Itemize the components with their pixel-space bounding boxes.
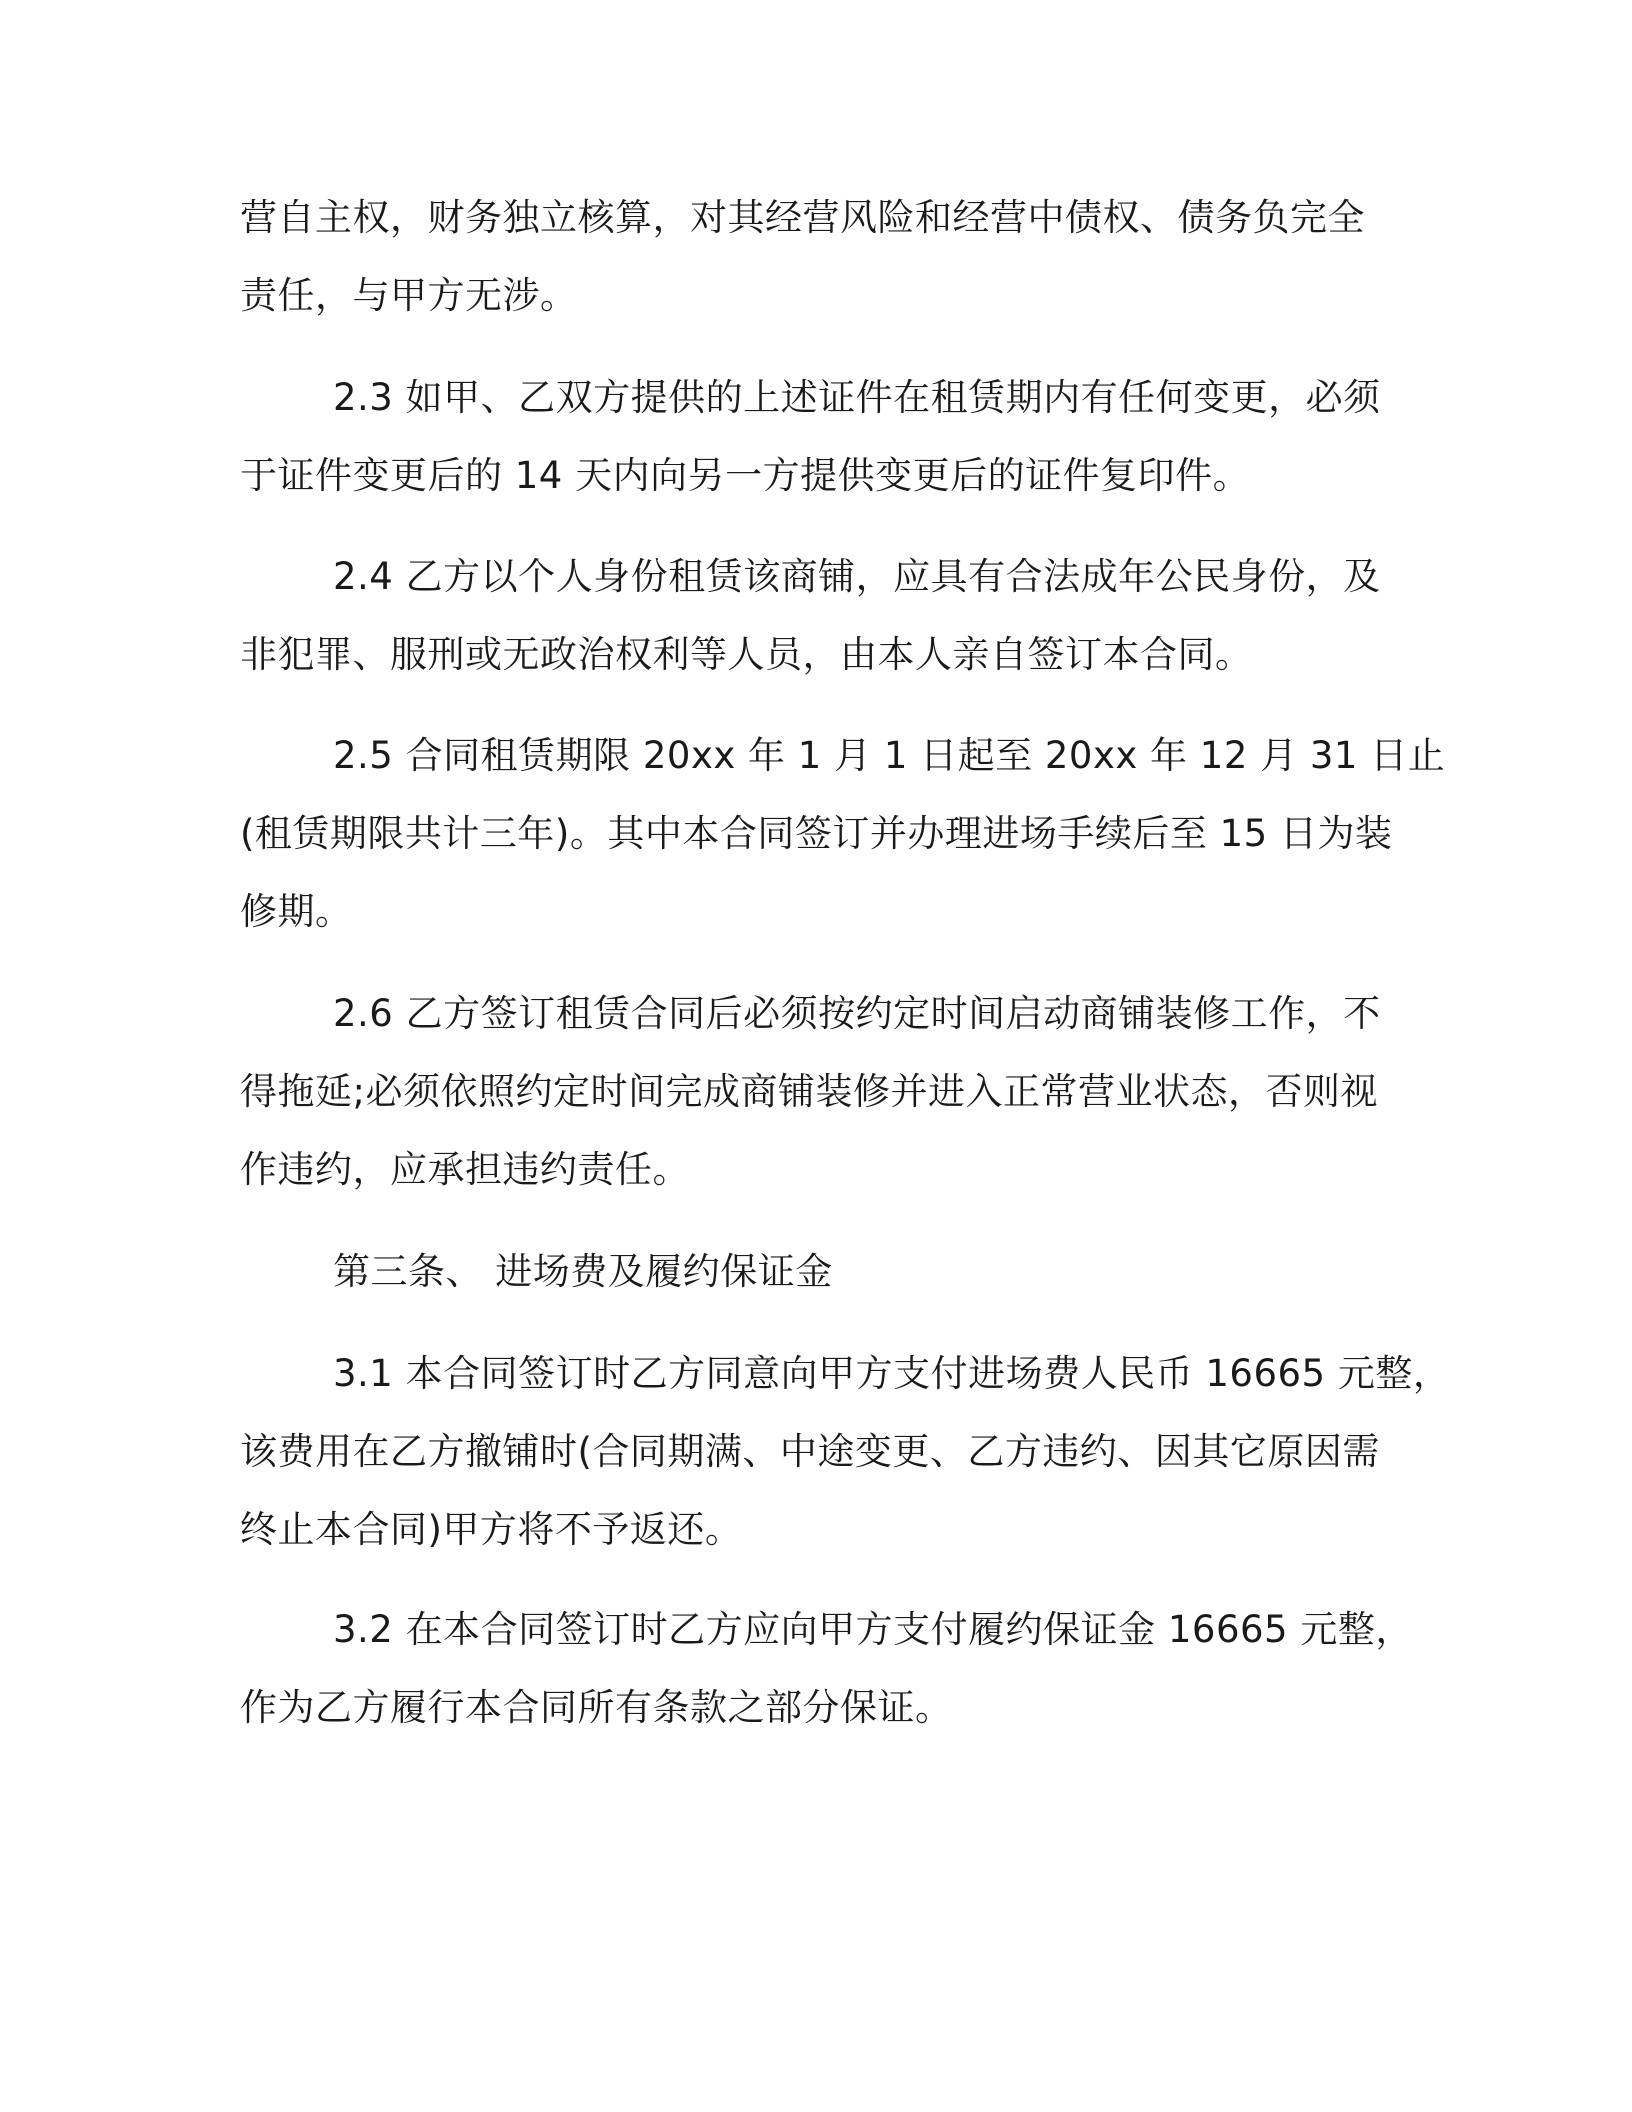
clause-2-3-line: 2.3 如甲、乙双方提供的上述证件在租赁期内有任何变更，必须 xyxy=(333,376,1381,419)
clause-2-6-line: 2.6 乙方签订租赁合同后必须按约定时间启动商铺装修工作，不 xyxy=(333,992,1381,1035)
text-line: 终止本合同)甲方将不予返还。 xyxy=(240,1508,743,1551)
clause-2-4-line: 2.4 乙方以个人身份租赁该商铺，应具有合法成年公民身份，及 xyxy=(333,555,1381,598)
text-line: 营自主权，财务独立核算，对其经营风险和经营中债权、债务负完全 xyxy=(240,196,1365,239)
text-line: 该费用在乙方撤铺时(合同期满、中途变更、乙方违约、因其它原因需 xyxy=(240,1430,1380,1473)
text-line: 作为乙方履行本合同所有条款之部分保证。 xyxy=(240,1686,953,1729)
clause-3-1-line: 3.1 本合同签订时乙方同意向甲方支付进场费人民币 16665 元整， xyxy=(333,1352,1451,1395)
text-line: 于证件变更后的 14 天内向另一方提供变更后的证件复印件。 xyxy=(240,454,1251,497)
clause-3-2-line: 3.2 在本合同签订时乙方应向甲方支付履约保证金 16665 元整， xyxy=(333,1608,1413,1651)
text-line: 非犯罪、服刑或无政治权利等人员，由本人亲自签订本合同。 xyxy=(240,633,1253,676)
text-line: 修期。 xyxy=(240,890,353,933)
text-line: 责任，与甲方无涉。 xyxy=(240,274,578,317)
text-line: 得拖延;必须依照约定时间完成商铺装修并进入正常营业状态，否则视 xyxy=(240,1070,1378,1113)
text-line: 作违约，应承担违约责任。 xyxy=(240,1148,690,1191)
text-line: (租赁期限共计三年)。其中本合同签订并办理进场手续后至 15 日为装 xyxy=(240,812,1393,855)
section-heading-article-3: 第三条、 进场费及履约保证金 xyxy=(333,1250,833,1293)
clause-2-5-line: 2.5 合同租赁期限 20xx 年 1 月 1 日起至 20xx 年 12 月 31 日止 xyxy=(333,734,1446,777)
